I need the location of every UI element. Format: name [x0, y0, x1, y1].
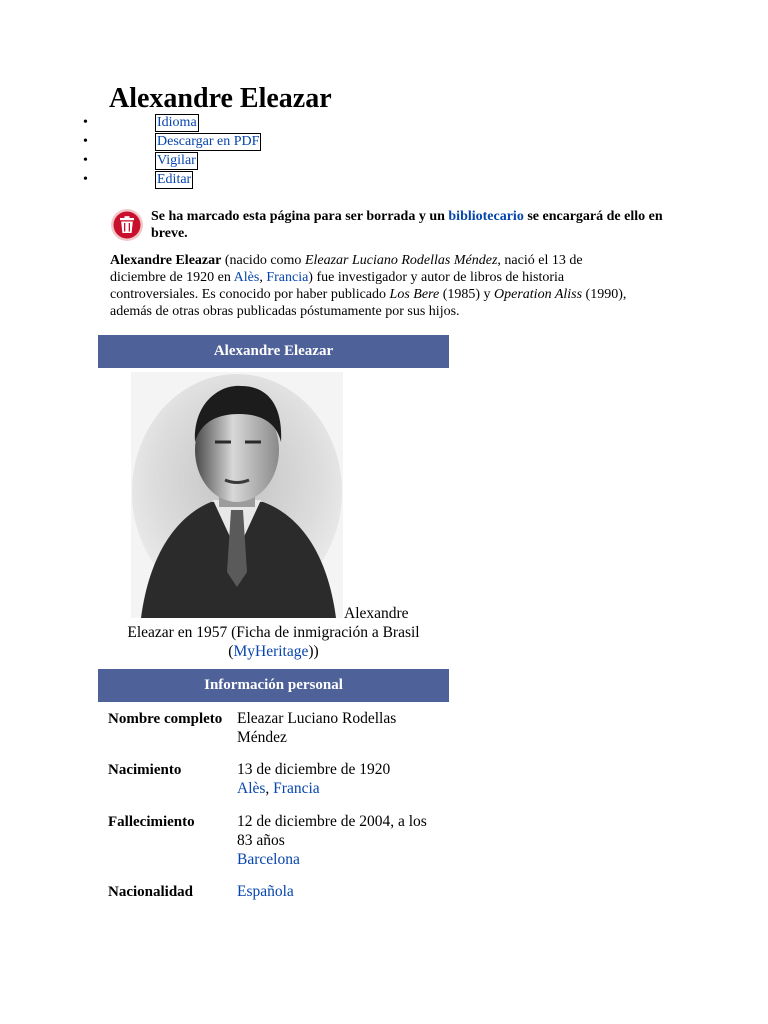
- infobox: [98, 335, 449, 668]
- portrait-photo[interactable]: [131, 372, 343, 618]
- trash-icon: [110, 208, 144, 242]
- work-title: Los Bere: [389, 287, 440, 302]
- row-full-name: [108, 709, 448, 760]
- intro-text: ) fue investigador y autor de libros de historia controversiales. Es conocido por haber publicado: [110, 270, 565, 302]
- francia-link[interactable]: Francia: [266, 270, 309, 285]
- caption-line-2: Eleazar en 1957 (Ficha de inmigración a Brasil: [127, 624, 420, 641]
- notice-text: Se ha marcado esta página para ser borrada y un: [151, 209, 449, 224]
- librarian-link[interactable]: bibliotecario: [448, 209, 524, 224]
- bullet: •: [83, 172, 88, 187]
- bullet: •: [83, 153, 88, 168]
- myheritage-link[interactable]: MyHeritage: [233, 643, 309, 660]
- row-nationality: [108, 882, 448, 906]
- row-label: Nombre completo: [108, 711, 223, 727]
- row-label: Nacimiento: [108, 762, 182, 778]
- caption-paren: )): [308, 643, 319, 660]
- birth-name: Eleazar Luciano Rodellas Méndez: [304, 253, 498, 268]
- deletion-notice: [110, 207, 670, 243]
- personal-info-table: [108, 709, 448, 906]
- caption-line-1: Alexandre: [344, 605, 409, 622]
- row-value: [237, 882, 442, 901]
- bullet: •: [83, 115, 88, 130]
- intro-text: (1990), además de otras obras publicadas póstumamente por sus hijos.: [110, 287, 627, 319]
- work-title: Operation Aliss: [494, 287, 583, 302]
- intro-text: (nacido como: [221, 253, 305, 268]
- row-death: [108, 812, 448, 882]
- ales-link[interactable]: Alès: [237, 780, 266, 797]
- intro-text: , nació el 13 de diciembre de 1920 en: [110, 253, 583, 285]
- language-link[interactable]: Idioma: [157, 115, 197, 130]
- notice-text-end: se encargará de ello en breve.: [151, 209, 663, 241]
- row-birth: [108, 760, 448, 812]
- separator: ,: [265, 780, 274, 797]
- francia-link[interactable]: Francia: [273, 780, 320, 797]
- caption-line-3: [98, 642, 449, 661]
- personal-info-header: Información personal: [98, 669, 449, 702]
- birth-date: 13 de diciembre de 1920: [237, 761, 391, 778]
- barcelona-link[interactable]: Barcelona: [237, 851, 300, 868]
- caption-paren: (: [228, 643, 234, 660]
- row-label: Nacionalidad: [108, 884, 194, 900]
- ales-link[interactable]: Alès: [233, 270, 260, 285]
- row-label: Fallecimiento: [108, 814, 195, 830]
- intro-text: (1985) y: [439, 287, 495, 302]
- watch-link[interactable]: Vigilar: [157, 153, 196, 168]
- subject-name: Alexandre Eleazar: [110, 253, 222, 268]
- row-value: [237, 760, 442, 798]
- notice-message: [151, 208, 671, 242]
- row-value: [237, 812, 442, 869]
- row-value: Eleazar Luciano Rodellas Méndez: [237, 710, 397, 746]
- bullet: •: [83, 134, 88, 149]
- intro-paragraph: [110, 252, 640, 320]
- page-title: Alexandre Eleazar: [109, 83, 332, 114]
- nationality-link[interactable]: Española: [237, 883, 294, 900]
- death-date: 12 de diciembre de 2004, a los 83 años: [237, 813, 427, 849]
- download-pdf-link[interactable]: Descargar en PDF: [157, 134, 260, 149]
- edit-link[interactable]: Editar: [157, 172, 192, 187]
- infobox-title: Alexandre Eleazar: [98, 335, 449, 368]
- separator: ,: [259, 270, 267, 285]
